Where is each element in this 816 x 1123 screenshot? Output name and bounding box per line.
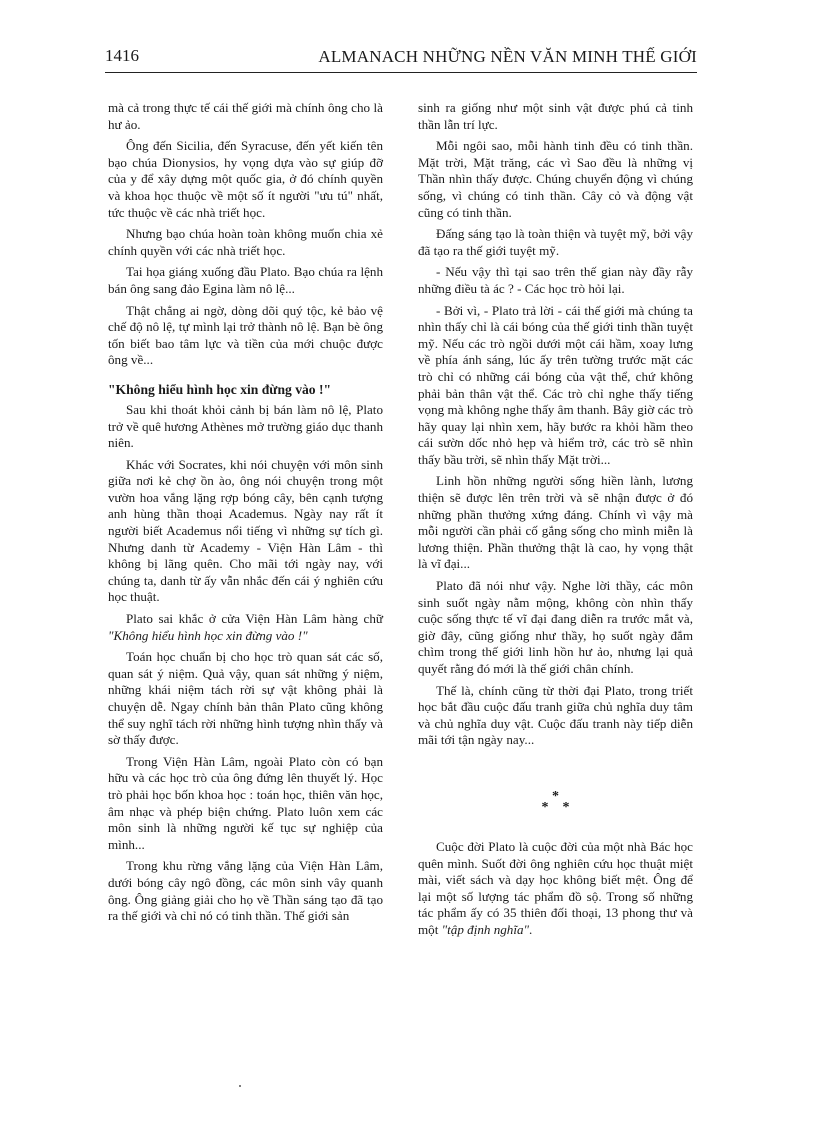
paragraph: Trong khu rừng vắng lặng của Viện Hàn Lâm, dưới bóng cây ngô đồng, các môn sinh vây quanh ông. Ông giảng giải cho họ về Thần sáng tạo đã tạo ra thế giới và chỉ nó có tinh thần. Thế giới sản: [108, 858, 383, 924]
paragraph: Tai họa giáng xuống đầu Plato. Bạo chúa ra lệnh bán ông sang đảo Egina làm nô lệ...: [108, 264, 383, 296]
paragraph-end: .: [529, 921, 533, 937]
paragraph: Toán học chuẩn bị cho học trò quan sát các số, quan sát ý niệm. Quả vậy, quan sát những ý niệm, những khái niệm tách rời sự vật không phải là chuyện dễ. Ngay chính bản thân Plato cũng không thể suy nghĩ tách rời những hình tượng nhìn thấy và sờ thấy được.: [108, 649, 383, 748]
inscription-quote: "Không hiểu hình học xin đừng vào !": [108, 627, 308, 643]
paragraph: Linh hồn những người sống hiền lành, lương thiện sẽ được lên trên trời và sẽ nhận được ở đó những phần thưởng xứng đáng. Chính vì vậy mà mỗi người cần phải cố gắng sống cho mình miễn là lương thiện. Phần thưởng thật là cao, hy vọng thật là vĩ đại...: [418, 473, 693, 572]
paragraph: Trong Viện Hàn Lâm, ngoài Plato còn có bạn hữu và các học trò của ông đứng lên thuyết lý. Học trò phải học bốn khoa học : toán học, thiên văn học, âm nhạc và phép biện chứng. Plato luôn xem các môn sinh là những người kế tục sự nghiệp của mình...: [108, 753, 383, 852]
italic-phrase: "tập định nghĩa": [441, 921, 530, 937]
section-separator: [418, 788, 693, 815]
page-header: [105, 42, 697, 73]
paragraph: - Bởi vì, - Plato trả lời - cái thế giới mà chúng ta nhìn thấy chỉ là cái bóng của thế giới tinh thần tuyệt mỹ. Nếu các trò ngồi dưới một cái hầm, xoay lưng về phía ánh sáng, lúc ấy trên tường trước mặt các trò chỉ có những cái bóng của vật thể, chứ không phải bản thân vật thể. Các trò chỉ nghe thấy tiếng vọng mà không nghe thấy âm thanh. Bây giờ các trò hãy quay lại nhìn xem, hãy bước ra khỏi hầm theo cái sườn dốc nhỏ hẹp và hiểm trở, các trò sẽ nhìn thấy bầu trời, sẽ nhìn thấy Mặt trời...: [418, 302, 693, 467]
paragraph: Mỗi ngôi sao, mỗi hành tinh đều có tinh thần. Mặt trời, Mặt trăng, các vì Sao đều là những vị Thần nhìn thấy được. Chúng chuyển động vì chúng sống, vì chúng có tinh thần. Cây cỏ và động vật cũng có tinh thần.: [418, 138, 693, 220]
paragraph: [108, 611, 383, 644]
print-speck: [239, 1085, 241, 1087]
paragraph: - Nếu vậy thì tại sao trên thế gian này đầy rẫy những điều tà ác ? - Các học trò hỏi lại.: [418, 264, 693, 296]
paragraph: Đấng sáng tạo là toàn thiện và tuyệt mỹ, bởi vậy đã tạo ra thế giới tuyệt mỹ.: [418, 226, 693, 258]
paragraph: sinh ra giống như một sinh vật được phú cả tinh thần lẫn trí lực.: [418, 100, 693, 132]
paragraph: Thế là, chính cũng từ thời đại Plato, trong triết học bắt đầu cuộc đấu tranh giữa chủ nghĩa duy tâm và chủ nghĩa duy vật. Cuộc đấu tranh này tiếp diễn mãi tới tận ngày nay...: [418, 682, 693, 748]
running-title: ALMANACH NHỮNG NỀN VĂN MINH THẾ GIỚI: [318, 47, 697, 66]
paragraph: Khác với Socrates, khi nói chuyện với môn sinh giữa nơi kẻ chợ ồn ào, ông nói chuyện trong một vườn hoa vắng lặng rợp bóng cây, bên cạnh tượng anh hùng thần thoại Academus. Ngày nay rất ít người biết Academus nổi tiếng vì những sự tích gì. Nhưng danh từ Academy - Viện Hàn Lâm - thì không bị lãng quên. Cho mãi tới ngày nay, với chúng ta, danh từ ấy vẫn nhắc đến cái ý nghiên cứu học thuật.: [108, 456, 383, 605]
page-number: 1416: [105, 46, 139, 65]
left-column: [108, 100, 383, 930]
paragraph: Nhưng bạo chúa hoàn toàn không muốn chia xẻ chính quyền với các nhà triết học.: [108, 226, 383, 258]
paragraph-text: Cuộc đời Plato là cuộc đời của một nhà Bác học quên mình. Suốt đời ông nghiên cứu học thuật miệt mài, viết sách và dạy học không biết mệt. Ông để lại một số lượng tác phẩm đồ sộ. Trong số những tác phẩm ấy có 35 thiên đối thoại, 13 phong thư và một: [418, 838, 693, 937]
paragraph: [418, 839, 693, 939]
paragraph: mà cả trong thực tế cái thế giới mà chính ông cho là hư ảo.: [108, 100, 383, 132]
section-heading: "Không hiểu hình học xin đừng vào !": [108, 381, 332, 397]
separator-star-top: *: [552, 788, 559, 804]
paragraph: Sau khi thoát khỏi cảnh bị bán làm nô lệ, Plato trở về quê hương Athènes mở trường giáo dục thanh niên.: [108, 401, 383, 451]
paragraph: Plato đã nói như vậy. Nghe lời thầy, các môn sinh suốt ngày nằm mộng, không còn nhìn thấy cuộc sống thực tế vĩ đại đang diễn ra trước mắt và, giờ đây, cũng giống như thầy, họ suốt ngày đắm chìm trong thế giới linh hồn hư ảo, nhưng lại quả quyết rằng đó mới là thế giới chân chính.: [418, 578, 693, 676]
paragraph: Thật chẳng ai ngờ, dòng dõi quý tộc, kẻ bảo vệ chế độ nô lệ, tự mình lại trở thành nô lệ. Bạn bè ông tốn biết bao tâm lực và tiền của mới chuộc được ông về...: [108, 302, 383, 368]
right-column: [418, 100, 693, 944]
separator-stars-bottom: **: [541, 799, 584, 815]
paragraph: Ông đến Sicilia, đến Syracuse, đến yết kiến tên bạo chúa Dionysios, hy vọng dựa vào sự giúp đỡ của y để xây dựng một quốc gia, ở đó chính quyền và khoa học thuộc về một số ít người "ưu tú" nhất, tức thuộc về các nhà triết học.: [108, 138, 383, 220]
paragraph-text: Plato sai khắc ở cửa Viện Hàn Lâm hàng chữ: [126, 611, 383, 627]
